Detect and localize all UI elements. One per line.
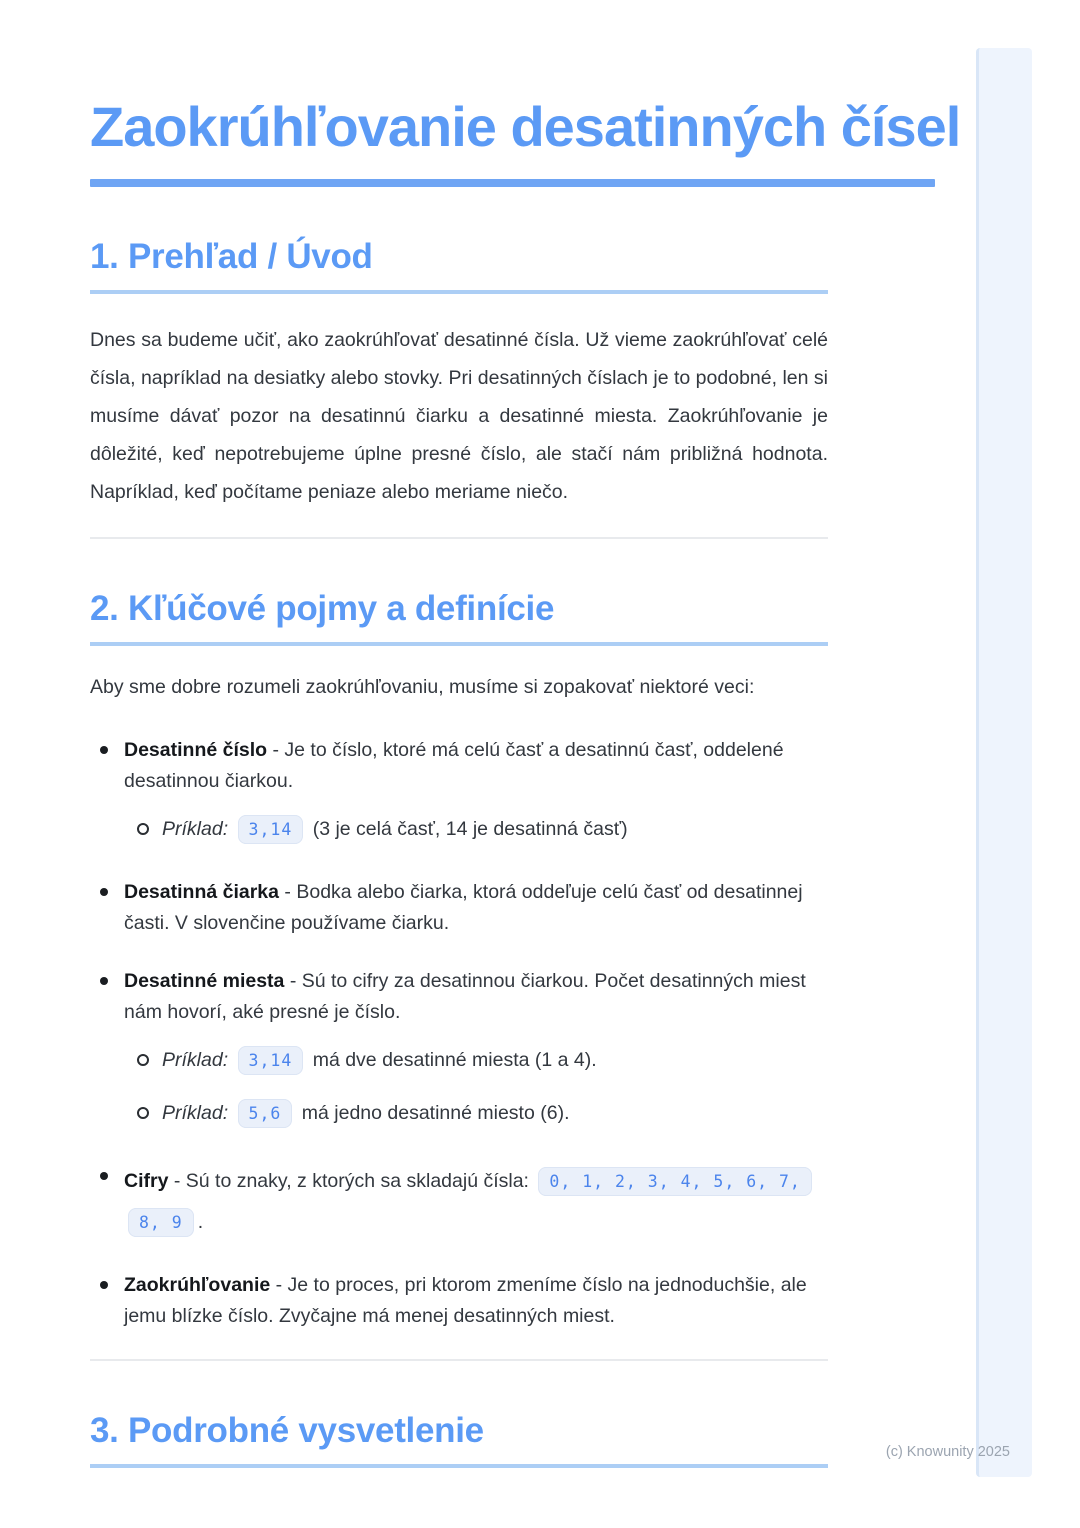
example-item	[124, 1040, 828, 1081]
example-list	[124, 809, 828, 850]
list-item	[90, 1161, 828, 1243]
overview-paragraph: Dnes sa budeme učiť, ako zaokrúhľovať desatinné čísla. Už vieme zaokrúhľovať celé čísla, napríklad na desiatky alebo stovky. Pri desatinných číslach je to podobné, len si musíme dávať pozor na desatinnú čiarku a desatinné miesta. Zaokrúhľovanie je dôležité, keď nepotrebujeme úplne presné číslo, ale stačí nám približná hodnota. Napríklad, keď počítame peniaze alebo meriame niečo.	[90, 328, 828, 503]
term: Zaokrúhľovanie	[124, 1273, 271, 1296]
term: Desatinná čiarka	[124, 880, 280, 903]
definition: - Sú to znaky, z ktorých sa skladajú čísla:	[168, 1169, 535, 1192]
code-chip: 5,6	[238, 1099, 293, 1128]
title-underline	[90, 179, 935, 187]
definition: - Sú to cifry za desatinnou čiarkou. Počet desatinných miest nám hovorí, aké presné je číslo.	[124, 969, 806, 1023]
example-item	[124, 1093, 828, 1134]
example-text: má jedno desatinné miesto (6).	[296, 1101, 570, 1124]
list-item	[90, 966, 828, 1134]
section-heading-2: 2. Kľúčové pojmy a definície	[90, 589, 828, 646]
page-title: Zaokrúhľovanie desatinných čísel	[90, 95, 961, 158]
page-edge-decoration	[976, 48, 1032, 1477]
copyright: (c) Knowunity 2025	[885, 1444, 1010, 1460]
example-item	[124, 809, 828, 850]
code-chip: 3,14	[238, 1046, 304, 1075]
example-text: (3 je celá časť, 14 je desatinná časť)	[307, 817, 628, 840]
key-concepts-list	[90, 735, 828, 1332]
term: Desatinné číslo	[124, 738, 268, 761]
section-heading-3: 3. Podrobné vysvetlenie	[90, 1411, 828, 1468]
section-heading-1: 1. Prehľad / Úvod	[90, 237, 828, 294]
term: Cifry	[124, 1169, 169, 1192]
example-list	[124, 1040, 828, 1134]
definition: - Je to číslo, ktoré má celú časť a desatinnú časť, oddelené desatinnou čiarkou.	[124, 738, 784, 792]
code-chip: 0, 1, 2, 3, 4, 5, 6, 7, 8, 9	[128, 1167, 812, 1237]
definition: - Bodka alebo čiarka, ktorá oddeľuje celú časť od desatinnej časti. V slovenčine používame čiarku.	[124, 880, 803, 934]
definition: - Je to proces, pri ktorom zmeníme číslo na jednoduchšie, ale jemu blízke číslo. Zvyčajne má menej desatinných miest.	[124, 1273, 807, 1327]
section-key-concepts	[90, 589, 828, 1332]
list-item	[90, 1270, 828, 1332]
example-label: Príklad:	[162, 817, 229, 840]
definition-suffix: .	[197, 1210, 204, 1233]
section-divider	[90, 537, 828, 539]
term: Desatinné miesta	[124, 969, 285, 992]
example-text: má dve desatinné miesta (1 a 4).	[307, 1048, 597, 1071]
key-concepts-intro: Aby sme dobre rozumeli zaokrúhľovaniu, musíme si zopakovať niektoré veci:	[90, 675, 755, 698]
section-divider	[90, 1359, 828, 1361]
list-item	[90, 877, 828, 939]
section-overview	[90, 237, 828, 511]
section-explanation	[90, 1411, 828, 1468]
code-chip: 3,14	[238, 815, 304, 844]
list-item	[90, 735, 828, 850]
example-label: Príklad:	[162, 1048, 229, 1071]
example-label: Príklad:	[162, 1101, 229, 1124]
